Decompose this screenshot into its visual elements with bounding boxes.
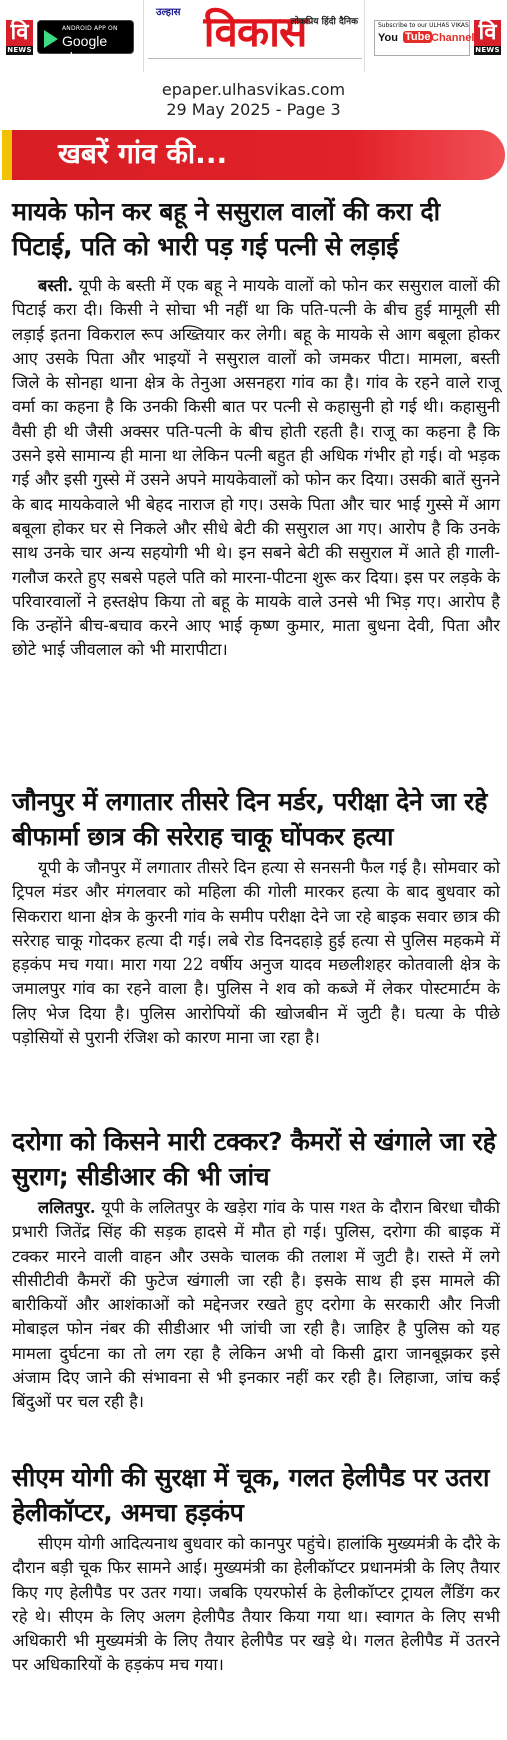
section-title: खबरें गांव की... (58, 137, 228, 170)
logo-info-strip (148, 58, 362, 70)
youtube-caption: Subscribe to our ULHAS VIKAS (378, 22, 469, 29)
article-4-body (12, 1532, 500, 1678)
article-1-body (12, 274, 500, 663)
google-play-caption: ANDROID APP ON (62, 25, 118, 32)
newspaper-logo (143, 0, 365, 72)
news-app-badge-caption: NEWS (7, 46, 32, 54)
article-3-dateline: ललितपुर. (38, 1198, 96, 1217)
article-1-headline: मायके फोन कर बहू ने ससुराल वालों की करा दी पिटाई, पति को भारी पड़ गई पत्नी से लड़ाई (12, 197, 440, 261)
google-play-label: Google play (62, 33, 108, 65)
article-1-dateline: बस्ती. (38, 276, 74, 295)
article-3-headline: दरोगा को किसने मारी टक्कर? कैमरों से खंगाले जा रहे सुराग; सीडीआर की भी जांच (12, 1127, 496, 1191)
section-banner (2, 130, 505, 180)
article-1-text: यूपी के बस्ती में एक बहू ने मायके वालों को फोन कर ससुराल वालों की पिटाई करा दी। किसी ने सोचा भी नहीं था कि पति-पत्नी के बीच हुई मामूली सी लड़ाई इतना विकराल रूप अख्तियार कर लेगी। बहू के मायके से आग बबूला होकर आए उसके पिता और भाइयों ने ससुराल वालों को जमकर पीटा। मामला, बस्ती जिले के सोनहा थाना क्षेत्र के तेनुआ असनहरा गांव का है। गांव के रहने वाले राजू वर्मा का कहना है कि उनकी किसी बात पर पत्नी से कहासुनी हो गई थी। कहासुनी वैसी ही थी जैसी अक्सर पति-पत्नी के बीच होती रहती है। राजू का कहना है कि उसने इसे सामान्य ही माना था लेकिन पत्नी बहुत ही अधिक गंभीर हो गई। वो भड़क गई और इसी गुस्से में उसने अपने मायकेवालों को फोन कर दिया। उसकी बातें सुनने के बाद मायकेवाले भी बेहद नाराज हो गए। उसके पिता और चार भाई गुस्से में आग बबूला होकर घर से निकले और सीधे बेटी की ससुराल आ गए। आरोप है कि उनके साथ उनके चार अन्य सहयोगी भी थे। इन सबने बेटी की ससुराल में आते ही गाली-गलौज करते हुए सबसे पहले पति को मारना-पीटना शुरू कर दिया। इस पर लड़के के परिवारवालों ने हस्तक्षेप किया तो बहू के मायके वाले उनसे भी भिड़ गए। आरोप है कि उन्होंने बीच-बचाव करने आए भाई कृष्ण कुमार, माता बुधना देवी, पिता और छोटे भाई जीवलाल को भी मारापीटा। (12, 276, 500, 660)
youtube-channel-button[interactable] (374, 20, 475, 56)
article-2-body (12, 856, 500, 1050)
youtube-channel-text: Channel (431, 32, 475, 44)
play-store-icon (44, 30, 58, 48)
logo-small-text: उल्हास (156, 7, 181, 18)
news-app-badge-right-icon[interactable] (474, 20, 501, 54)
epaper-source-link[interactable]: epaper.ulhasvikas.com (161, 80, 346, 99)
article-3-body (12, 1196, 500, 1415)
article-2 (12, 784, 500, 1050)
news-app-badge-icon[interactable] (6, 20, 33, 54)
article-2-text: यूपी के जौनपुर में लगातार तीसरे दिन हत्या से सनसनी फैल गई है। सोमवार को ट्रिपल मंडर और मंगलवार को महिला की गोली मारकर हत्या के बाद बुधवार को सिकरारा थाना क्षेत्र के कुरनी गांव के समीप परीक्षा देने जा रहे बाइक सवार छात्र की सरेराह चाकू गोदकर हत्या दी गई। लबे रोड दिनदहाड़े हुई हत्या से पुलिस महकमे में हड़कंप मच गया। मारा गया 22 वर्षीय अनुज यादव मछलीशहर कोतवाली क्षेत्र के जमालपुर गांव का रहने वाला है। पुलिस ने शव को कब्जे में लेकर पोस्टमार्टम के लिए भेज दिया है। पुलिस आरोपियों की खोजबीन में जुटी है। घत्या के पीछे पड़ोसियों से पुरानी रंजिश को कारण माना जा रहा है। (12, 858, 500, 1048)
masthead (0, 0, 507, 76)
logo-tagline: लोकप्रिय हिंदी दैनिक (290, 17, 358, 27)
logo-main-text: विकास (203, 7, 307, 56)
google-play-button[interactable] (37, 20, 134, 65)
news-app-badge-right-text: वि (478, 20, 497, 45)
youtube-you-text: You (378, 32, 398, 44)
page-dateline: 29 May 2025 - Page 3 (166, 100, 341, 119)
news-app-badge-right-caption: NEWS (475, 46, 500, 54)
article-3 (12, 1124, 500, 1415)
article-3-text: यूपी के ललितपुर के खड़ेरा गांव के पास गश्त के दौरान बिरधा चौकी प्रभारी जितेंद्र सिंह की सड़क हादसे में मौत हो गई। पुलिस, दरोगा की बाइक में टक्कर मारने वाली वाहन और उसके चालक की तलाश में जुटी है। रास्ते में लगे सीसीटीवी कैमरों की फुटेज खंगाली जा रही है। इसके साथ ही इस मामले की बारीकियों और आशंकाओं को मद्देनजर रखते हुए दरोगा के सरकारी और निजी मोबाइल फोन नंबर की सीडीआर भी जांची जा रही है। जाहिर है पुलिस को यह मामला दुर्घटना का तो लग रहा है लेकिन अभी वो किसी द्वारा जानबूझकर इसे अंजाम दिए जाने की संभावना से भी इनकार नहीं कर रही है। लिहाजा, जांच कई बिंदुओं पर चल रही है। (12, 1198, 500, 1412)
article-4 (12, 1460, 500, 1678)
article-4-headline: सीएम योगी की सुरक्षा में चूक, गलत हेलीपैड पर उतरा हेलीकॉप्टर, अमचा हड़कंप (12, 1463, 490, 1527)
article-4-text: सीएम योगी आदित्यनाथ बुधवार को कानपुर पहुंचे। हालांकि मुख्यमंत्री के दौरे के दौरान बड़ी चूक फिर सामने आई। मुख्यमंत्री का हेलीकॉप्टर प्रधानमंत्री के लिए तैयार किए गए हेलीपैड पर उतर गया। जबकि एयरफोर्स के हेलीकॉप्टर ट्रायल लैंडिंग कर रहे थे। सीएम के लिए अलग हेलीपैड तैयार किया गया था। स्वागत के लिए सभी अधिकारी भी मुख्यमंत्री के लिए तैयार हेलीपैड पर खड़े थे। गलत हेलीपैड में उतरने पर अधिकारियों के हड़कंप मच गया। (12, 1534, 500, 1675)
article-1 (12, 194, 500, 663)
youtube-logo-icon: Tube (405, 31, 431, 43)
banner-stripe (2, 130, 12, 180)
article-2-headline: जौनपुर में लगातार तीसरे दिन मर्डर, परीक्षा देने जा रहे बीफार्मा छात्र की सरेराह चाकू घोंपकर हत्या (12, 787, 488, 851)
news-app-badge-text: वि (10, 20, 29, 45)
